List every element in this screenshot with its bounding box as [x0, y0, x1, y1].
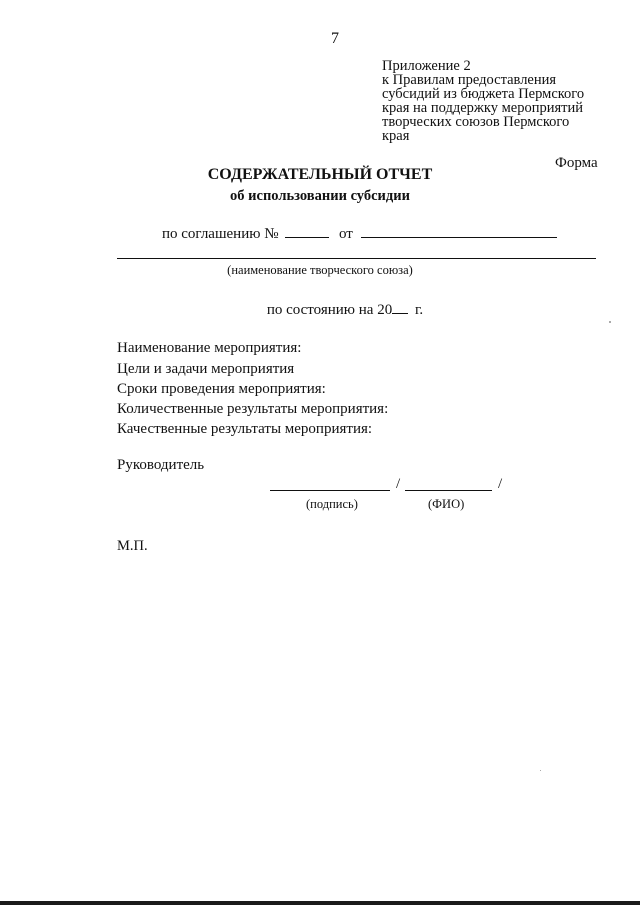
appendix-line: творческих союзов Пермского — [382, 114, 570, 130]
agreement-number-field[interactable] — [285, 225, 329, 238]
appendix-line: субсидий из бюджета Пермского — [382, 86, 585, 102]
name-caption: (ФИО) — [428, 497, 465, 511]
agreement-line — [162, 225, 557, 243]
appendix-block — [382, 59, 584, 143]
year-field[interactable] — [392, 301, 408, 314]
scan-bottom-edge — [0, 901, 640, 905]
document-title: СОДЕРЖАТЕЛЬНЫЙ ОТЧЕТ — [207, 166, 433, 183]
name-slash: / — [498, 476, 503, 492]
appendix-line: края — [382, 128, 410, 144]
field-dates: Сроки проведения мероприятия: — [117, 381, 326, 397]
field-quantitative-results: Количественные результаты мероприятия: — [117, 401, 389, 417]
page-number: 7 — [331, 30, 339, 47]
appendix-line: края на поддержку мероприятий — [382, 100, 584, 116]
scan-speck — [609, 321, 611, 323]
field-goals: Цели и задачи мероприятия — [117, 361, 295, 377]
agreement-from: от — [339, 226, 353, 242]
union-name-caption: (наименование творческого союза) — [227, 263, 413, 277]
signature-field[interactable] — [270, 490, 390, 491]
signature-slash: / — [396, 476, 401, 492]
appendix-line: Приложение 2 — [382, 58, 471, 74]
signature-caption: (подпись) — [306, 497, 358, 511]
document-subtitle: об использовании субсидии — [230, 188, 410, 204]
union-name-field[interactable] — [117, 258, 596, 259]
agreement-prefix: по соглашению № — [162, 226, 279, 242]
agreement-date-field[interactable] — [361, 225, 557, 238]
status-suffix: г. — [414, 302, 424, 318]
status-line — [0, 301, 640, 319]
field-event-name: Наименование мероприятия: — [117, 340, 302, 356]
field-qualitative-results: Качественные результаты мероприятия: — [117, 421, 373, 437]
full-name-field[interactable] — [405, 490, 492, 491]
appendix-line: к Правилам предоставления — [382, 72, 557, 88]
form-label: Форма — [555, 155, 598, 171]
head-label: Руководитель — [117, 457, 205, 473]
stamp-label: М.П. — [117, 538, 148, 554]
status-prefix: по состоянию на 20 — [266, 302, 393, 318]
scan-speck — [540, 770, 541, 771]
